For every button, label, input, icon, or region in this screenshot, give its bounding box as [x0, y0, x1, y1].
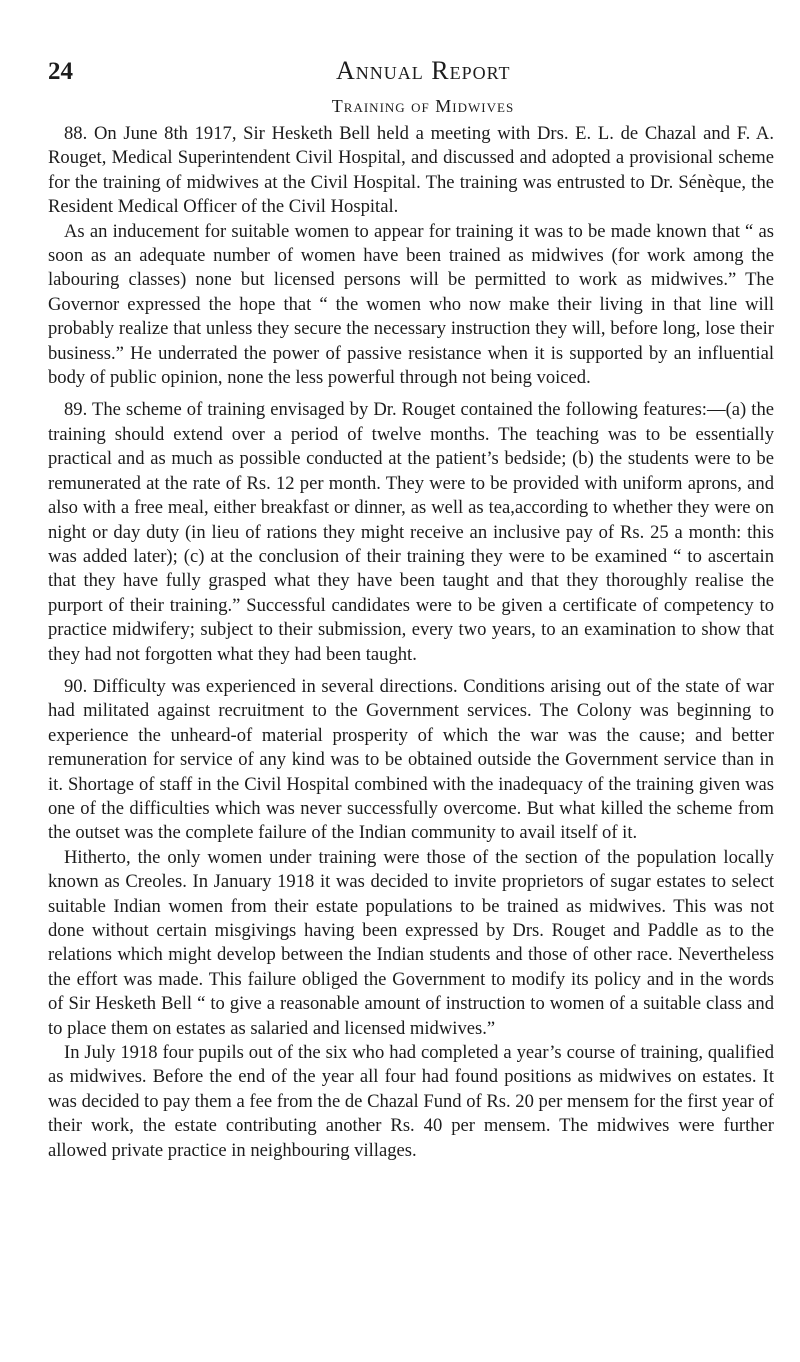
running-title: Annual Report	[336, 56, 511, 85]
page-number: 24	[48, 58, 73, 85]
section-heading: Training of Midwives	[331, 96, 515, 116]
paragraph-90: 90. Difficulty was experienced in several directions. Conditions arising out of the state of war had militated against recruitment to the Government services. The Colony was beginning to experience the unheard-of material prosperity of which the war was the cause; and better remuneration for service of any kind was to be obtained outside the Government service than in it. Shortage of staff in the Civil Hospital combined with the inadequacy of the training given was one of the difficulties which was never successfully overcome. But what killed the scheme from the outset was the complete failure of the Indian community to avail itself of it.	[48, 675, 774, 844]
paragraph-inducement: As an inducement for suitable women to appear for training it was to be made known that “ as soon as an adequate number of women have been trained as midwives (for work among the labouring classes) none but licensed persons will be permitted to work as midwives.” The Governor expressed the hope that “ the women who now make their living in that line will probably realize that unless they secure the necessary instruction they will, before long, lose their business.” He underrated the power of passive resistance when it is supported by an influential body of public opinion, none the less powerful through not being voiced.	[48, 220, 774, 389]
paragraph-89: 89. The scheme of training envisaged by Dr. Rouget contained the following features:—(a) the training should extend over a period of twelve months. The teaching was to be essentially practical and as much as possible conducted at the patient’s bedside; (b) the students were to be remunerated at the rate of Rs. 12 per month. They were to be provided with uniform aprons, and also with a free meal, either breakfast or dinner, as well as tea,according to whether they were on night or day duty (in lieu of rations they might receive an inclusive pay of Rs. 25 a month: this was added later); (c) at the conclusion of their training they were to be examined “ to ascertain that they have fully grasped what they have been taught and that they thoroughly realise the purport of their training.” Successful candidates were to be given a certificate of competency to practice midwifery; subject to their submission, every two years, to an examination to show that they had not forgotten what they had been taught.	[48, 399, 774, 665]
paragraph-hitherto: Hitherto, the only women under training were those of the section of the population locally known as Creoles. In January 1918 it was decided to invite proprietors of sugar estates to select suitable Indian women from their estate populations to be trained as midwives. This was not done without certain misgivings having been expressed by Drs. Rouget and Paddle as to the relations which might develop between the Indian students and those of other race. Nevertheless the effort was made. This failure obliged the Government to modify its policy and in the words of Sir Hesketh Bell “ to give a reasonable amount of instruction to women of a suitable class and to place them on estates as salaried and licensed midwives.”	[48, 846, 774, 1039]
paragraph-88: 88. On June 8th 1917, Sir Hesketh Bell held a meeting with Drs. E. L. de Chazal and F. A. Rouget, Medical Superintendent Civil Hospital, and discussed and adopted a provisional scheme for the training of midwives at the Civil Hospital. The training was entrusted to Dr. Sénèque, the Resident Medical Officer of the Civil Hospital.	[48, 123, 774, 218]
paragraph-july-1918: In July 1918 four pupils out of the six who had completed a year’s course of training, qualified as midwives. Before the end of the year all four had found positions as midwives on estates. It was decided to pay them a fee from the de Chazal Fund of Rs. 20 per mensem for the first year of their work, the estate contributing another Rs. 40 per mensem. The midwives were further allowed private practice in neighbouring villages.	[48, 1042, 774, 1161]
body-text	[48, 122, 774, 1163]
running-head	[48, 50, 774, 94]
